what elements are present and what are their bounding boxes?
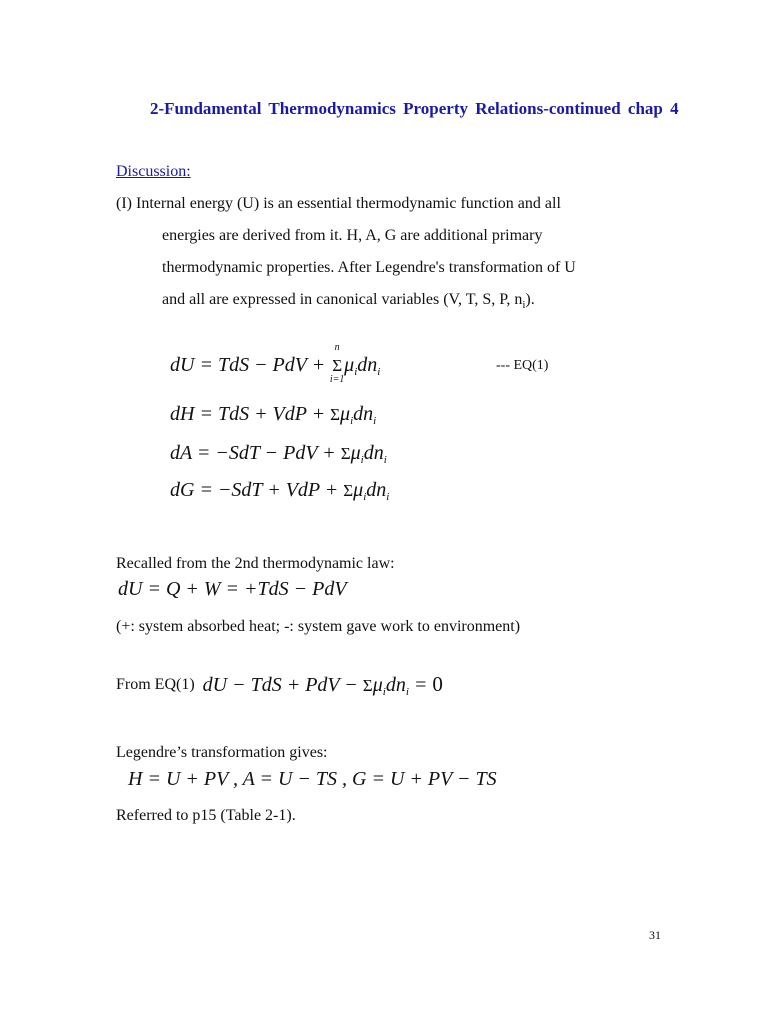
recalled-text: Recalled from the 2nd thermodynamic law:: [116, 555, 395, 572]
mu-subscript: i: [382, 686, 386, 698]
paragraph-line-4: [162, 291, 535, 311]
dn-symbol: dn: [353, 403, 374, 425]
mu-subscript: i: [363, 491, 367, 503]
page-number: 31: [649, 928, 661, 942]
dn-subscript: i: [383, 454, 387, 466]
equation-dh-main: dH = TdS + VdP +: [170, 403, 331, 425]
sigma-glyph: Σ: [332, 356, 343, 375]
equation-label: --- EQ(1): [496, 358, 549, 373]
mu-subscript: i: [360, 454, 364, 466]
second-law-equation: dU = Q + W = +TdS − PdV: [118, 578, 347, 600]
sign-note: (+: system absorbed heat; -: system gave work to environment): [116, 618, 521, 635]
dn-subscript: i: [377, 366, 381, 378]
from-eq-line: [116, 672, 443, 698]
equation-du-main: dU = TdS − PdV +: [170, 354, 331, 376]
sum-lower-limit: i=1: [329, 374, 345, 385]
sigma-glyph: Σ: [343, 481, 354, 500]
paragraph-line-4-end: ).: [525, 291, 535, 308]
equation-da: [170, 442, 387, 466]
mu-subscript: i: [350, 415, 354, 427]
dn-subscript: i: [386, 491, 390, 503]
discussion-heading: Discussion:: [116, 163, 191, 180]
sigma-glyph: Σ: [340, 444, 351, 463]
paragraph-line-4-sub: i: [522, 299, 526, 311]
mu-subscript: i: [354, 366, 358, 378]
dn-symbol: dn: [357, 354, 378, 376]
equation-du: [170, 342, 381, 385]
sum-upper-limit: n: [334, 342, 340, 353]
reference-text: Referred to p15 (Table 2-1).: [116, 807, 296, 824]
dn-symbol: dn: [363, 442, 384, 464]
paragraph-line-2: energies are derived from it. H, A, G are additional primary: [162, 227, 543, 244]
mu-symbol: μ: [344, 354, 355, 376]
paragraph-line-1: (I) Internal energy (U) is an essential thermodynamic function and all: [116, 195, 561, 212]
paragraph-line-4-text: and all are expressed in canonical variables (V, T, S, P, n: [162, 291, 523, 308]
sigma-glyph: Σ: [362, 676, 373, 695]
equation-dg: [170, 479, 389, 503]
legendre-heading: Legendre’s transformation gives:: [116, 744, 328, 761]
from-eq-label: From EQ(1): [116, 676, 195, 693]
equation-dh: [170, 403, 376, 427]
summation-symbol: [329, 342, 345, 385]
mu-symbol: μ: [340, 403, 351, 425]
equation-dg-main: dG = −SdT + VdP +: [170, 479, 344, 501]
dn-symbol: dn: [366, 479, 387, 501]
from-eq-main: dU − TdS + PdV −: [202, 674, 363, 696]
mu-symbol: μ: [353, 479, 364, 501]
mu-symbol: μ: [350, 442, 361, 464]
dn-subscript: i: [373, 415, 377, 427]
sigma-glyph: Σ: [330, 405, 341, 424]
zero-value: 0: [432, 672, 443, 696]
equals-sign: =: [408, 674, 433, 696]
dn-subscript: i: [405, 686, 409, 698]
legendre-equation: H = U + PV , A = U − TS , G = U + PV − TS: [128, 768, 497, 790]
mu-symbol: μ: [372, 674, 383, 696]
equation-da-main: dA = −SdT − PdV +: [170, 442, 341, 464]
dn-symbol: dn: [385, 674, 406, 696]
page-title: 2-Fundamental Thermodynamics Property Relations-continued chap 4: [150, 99, 679, 118]
paragraph-line-3: thermodynamic properties. After Legendre's transformation of U: [162, 259, 576, 276]
